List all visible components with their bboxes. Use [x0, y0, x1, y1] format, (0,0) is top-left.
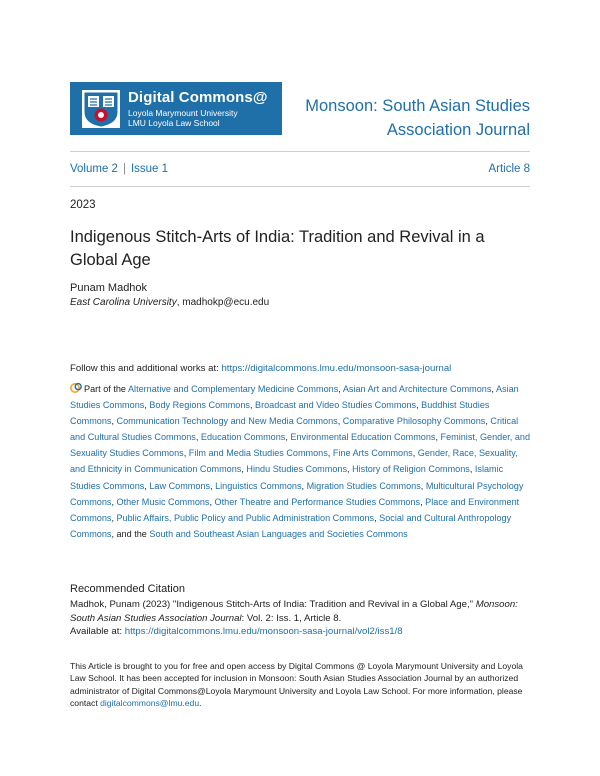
- access-notice-body: This Article is brought to you for free and open access by Digital Commons @ Loyola Marymount University and Loyola Law School. It has been accepted for inclusion in Monsoon: South Asian Studies Association Journal by an authorized administrator of Digital Commons@Loyola Marymount University and Loyola Law School. For more information, please contact: [70, 661, 523, 709]
- meta-divider: [70, 186, 530, 187]
- author-affiliation: [70, 297, 269, 308]
- digital-commons-logo[interactable]: [70, 82, 282, 135]
- part-of-prefix: Part of the: [84, 384, 128, 394]
- commons-separator: ,: [111, 512, 117, 523]
- commons-link[interactable]: Social and Cultural Anthropology Commons: [70, 512, 512, 539]
- commons-separator: ,: [347, 464, 353, 475]
- open-access-icon: [70, 382, 82, 394]
- commons-link[interactable]: Other Theatre and Performance Studies Commons: [214, 496, 421, 507]
- commons-list: [70, 384, 530, 539]
- commons-separator: ,: [195, 432, 201, 443]
- commons-separator: ,: [337, 416, 343, 427]
- author-name: Punam Madhok: [70, 282, 148, 294]
- commons-separator: ,: [327, 448, 333, 459]
- commons-link[interactable]: Migration Studies Commons: [306, 480, 421, 491]
- commons-link[interactable]: Islamic Studies Commons: [70, 464, 504, 491]
- commons-separator: ,: [111, 416, 117, 427]
- commons-link[interactable]: Feminist, Gender, and Sexuality Studies Commons: [70, 432, 531, 459]
- logo-line-1: Loyola Marymount University: [128, 107, 238, 118]
- commons-separator: ,: [249, 400, 256, 411]
- commons-separator: ,: [209, 496, 215, 507]
- commons-separator: ,: [416, 400, 422, 411]
- citation-part-2: : Vol. 2: Iss. 1, Article 8.: [241, 612, 342, 624]
- commons-link[interactable]: Other Music Commons: [116, 496, 210, 507]
- journal-title-line-2[interactable]: Association Journal: [386, 121, 530, 139]
- publication-year: 2023: [70, 199, 96, 211]
- commons-link[interactable]: Law Commons: [149, 480, 211, 491]
- commons-link[interactable]: Environmental Education Commons: [290, 432, 436, 443]
- commons-link[interactable]: Communication Technology and New Media Commons: [116, 416, 338, 427]
- commons-separator: ,: [469, 464, 475, 475]
- commons-separator: ,: [491, 384, 496, 394]
- commons-link[interactable]: Asian Studies Commons: [70, 384, 519, 411]
- commons-separator: ,: [210, 480, 216, 491]
- commons-link[interactable]: Asian Art and Architecture Commons: [342, 384, 492, 394]
- commons-separator: ,: [301, 480, 307, 491]
- affiliation-institution: East Carolina University: [70, 297, 177, 308]
- commons-separator: ,: [183, 448, 189, 459]
- follow-line: [70, 363, 451, 374]
- commons-link[interactable]: Alternative and Complementary Medicine Commons: [127, 384, 339, 394]
- commons-separator: ,: [111, 528, 117, 539]
- contact-email-link[interactable]: digitalcommons@lmu.edu: [100, 698, 200, 709]
- commons-link[interactable]: Education Commons: [200, 432, 286, 443]
- access-notice: [70, 660, 532, 710]
- commons-separator: ,: [485, 416, 491, 427]
- follow-url-link[interactable]: https://digitalcommons.lmu.edu/monsoon-sasa-journal: [221, 363, 452, 374]
- commons-link[interactable]: Linguistics Commons: [215, 480, 302, 491]
- citation-text: [70, 598, 532, 639]
- part-of-joiner: and the: [116, 528, 150, 539]
- access-notice-end: .: [199, 698, 202, 709]
- citation-part-1: Madhok, Punam (2023) "Indigenous Stitch-Arts of India: Tradition and Revival in a Global Age,": [70, 599, 476, 610]
- meta-separator: |: [122, 163, 126, 175]
- commons-link[interactable]: Public Affairs, Public Policy and Public Administration Commons: [116, 512, 375, 523]
- commons-separator: ,: [111, 496, 117, 507]
- commons-separator: ,: [144, 480, 150, 491]
- commons-separator: ,: [144, 400, 150, 411]
- commons-separator: ,: [420, 496, 426, 507]
- commons-link[interactable]: Body Regions Commons: [149, 400, 250, 411]
- lmu-seal-icon: [82, 90, 120, 128]
- logo-title: Digital Commons@: [128, 88, 268, 106]
- available-at-label: Available at:: [70, 626, 125, 637]
- issue-meta-row: [70, 163, 530, 175]
- commons-separator: ,: [338, 384, 343, 394]
- issue-link[interactable]: Issue 1: [130, 163, 169, 175]
- commons-separator: ,: [285, 432, 291, 443]
- logo-line-2: LMU Loyola Law School: [128, 117, 220, 128]
- journal-title[interactable]: [290, 94, 530, 142]
- commons-separator: ,: [435, 432, 441, 443]
- commons-link[interactable]: History of Religion Commons: [352, 464, 470, 475]
- commons-separator: ,: [374, 512, 380, 523]
- citation-url-link[interactable]: https://digitalcommons.lmu.edu/monsoon-sasa-journal/vol2/iss1/8: [124, 626, 403, 637]
- follow-label: Follow this and additional works at:: [70, 363, 222, 374]
- commons-link[interactable]: Buddhist Studies Commons: [70, 400, 490, 427]
- commons-link[interactable]: Broadcast and Video Studies Commons: [255, 400, 417, 411]
- article-number-link[interactable]: Article 8: [488, 163, 530, 175]
- commons-link[interactable]: Place and Environment Commons: [70, 496, 520, 523]
- commons-link[interactable]: Multicultural Psychology Commons: [70, 480, 524, 507]
- author-email: , madhokp@ecu.edu: [176, 297, 270, 308]
- commons-separator: ,: [412, 448, 418, 459]
- commons-link[interactable]: Hindu Studies Commons: [246, 464, 347, 475]
- recommended-citation-heading: Recommended Citation: [70, 583, 185, 595]
- commons-link[interactable]: Film and Media Studies Commons: [188, 448, 328, 459]
- volume-link[interactable]: Volume 2: [70, 163, 118, 175]
- commons-link-last[interactable]: South and Southeast Asian Languages and Societies Commons: [149, 528, 408, 539]
- top-divider: [70, 151, 530, 152]
- commons-link[interactable]: Fine Arts Commons: [332, 448, 413, 459]
- commons-link[interactable]: Comparative Philosophy Commons: [342, 416, 486, 427]
- commons-link[interactable]: Critical and Cultural Studies Commons: [70, 416, 519, 443]
- commons-separator: ,: [241, 464, 247, 475]
- commons-separator: ,: [420, 480, 426, 491]
- citation-journal: Monsoon: South Asian Studies Association Journal: [70, 599, 518, 624]
- part-of-commons: [70, 381, 532, 542]
- journal-title-line-1[interactable]: Monsoon: South Asian Studies: [305, 97, 530, 115]
- article-title: Indigenous Stitch-Arts of India: Tradition and Revival in a Global Age: [70, 228, 485, 269]
- commons-link[interactable]: Gender, Race, Sexuality, and Ethnicity in Communication Commons: [70, 448, 518, 475]
